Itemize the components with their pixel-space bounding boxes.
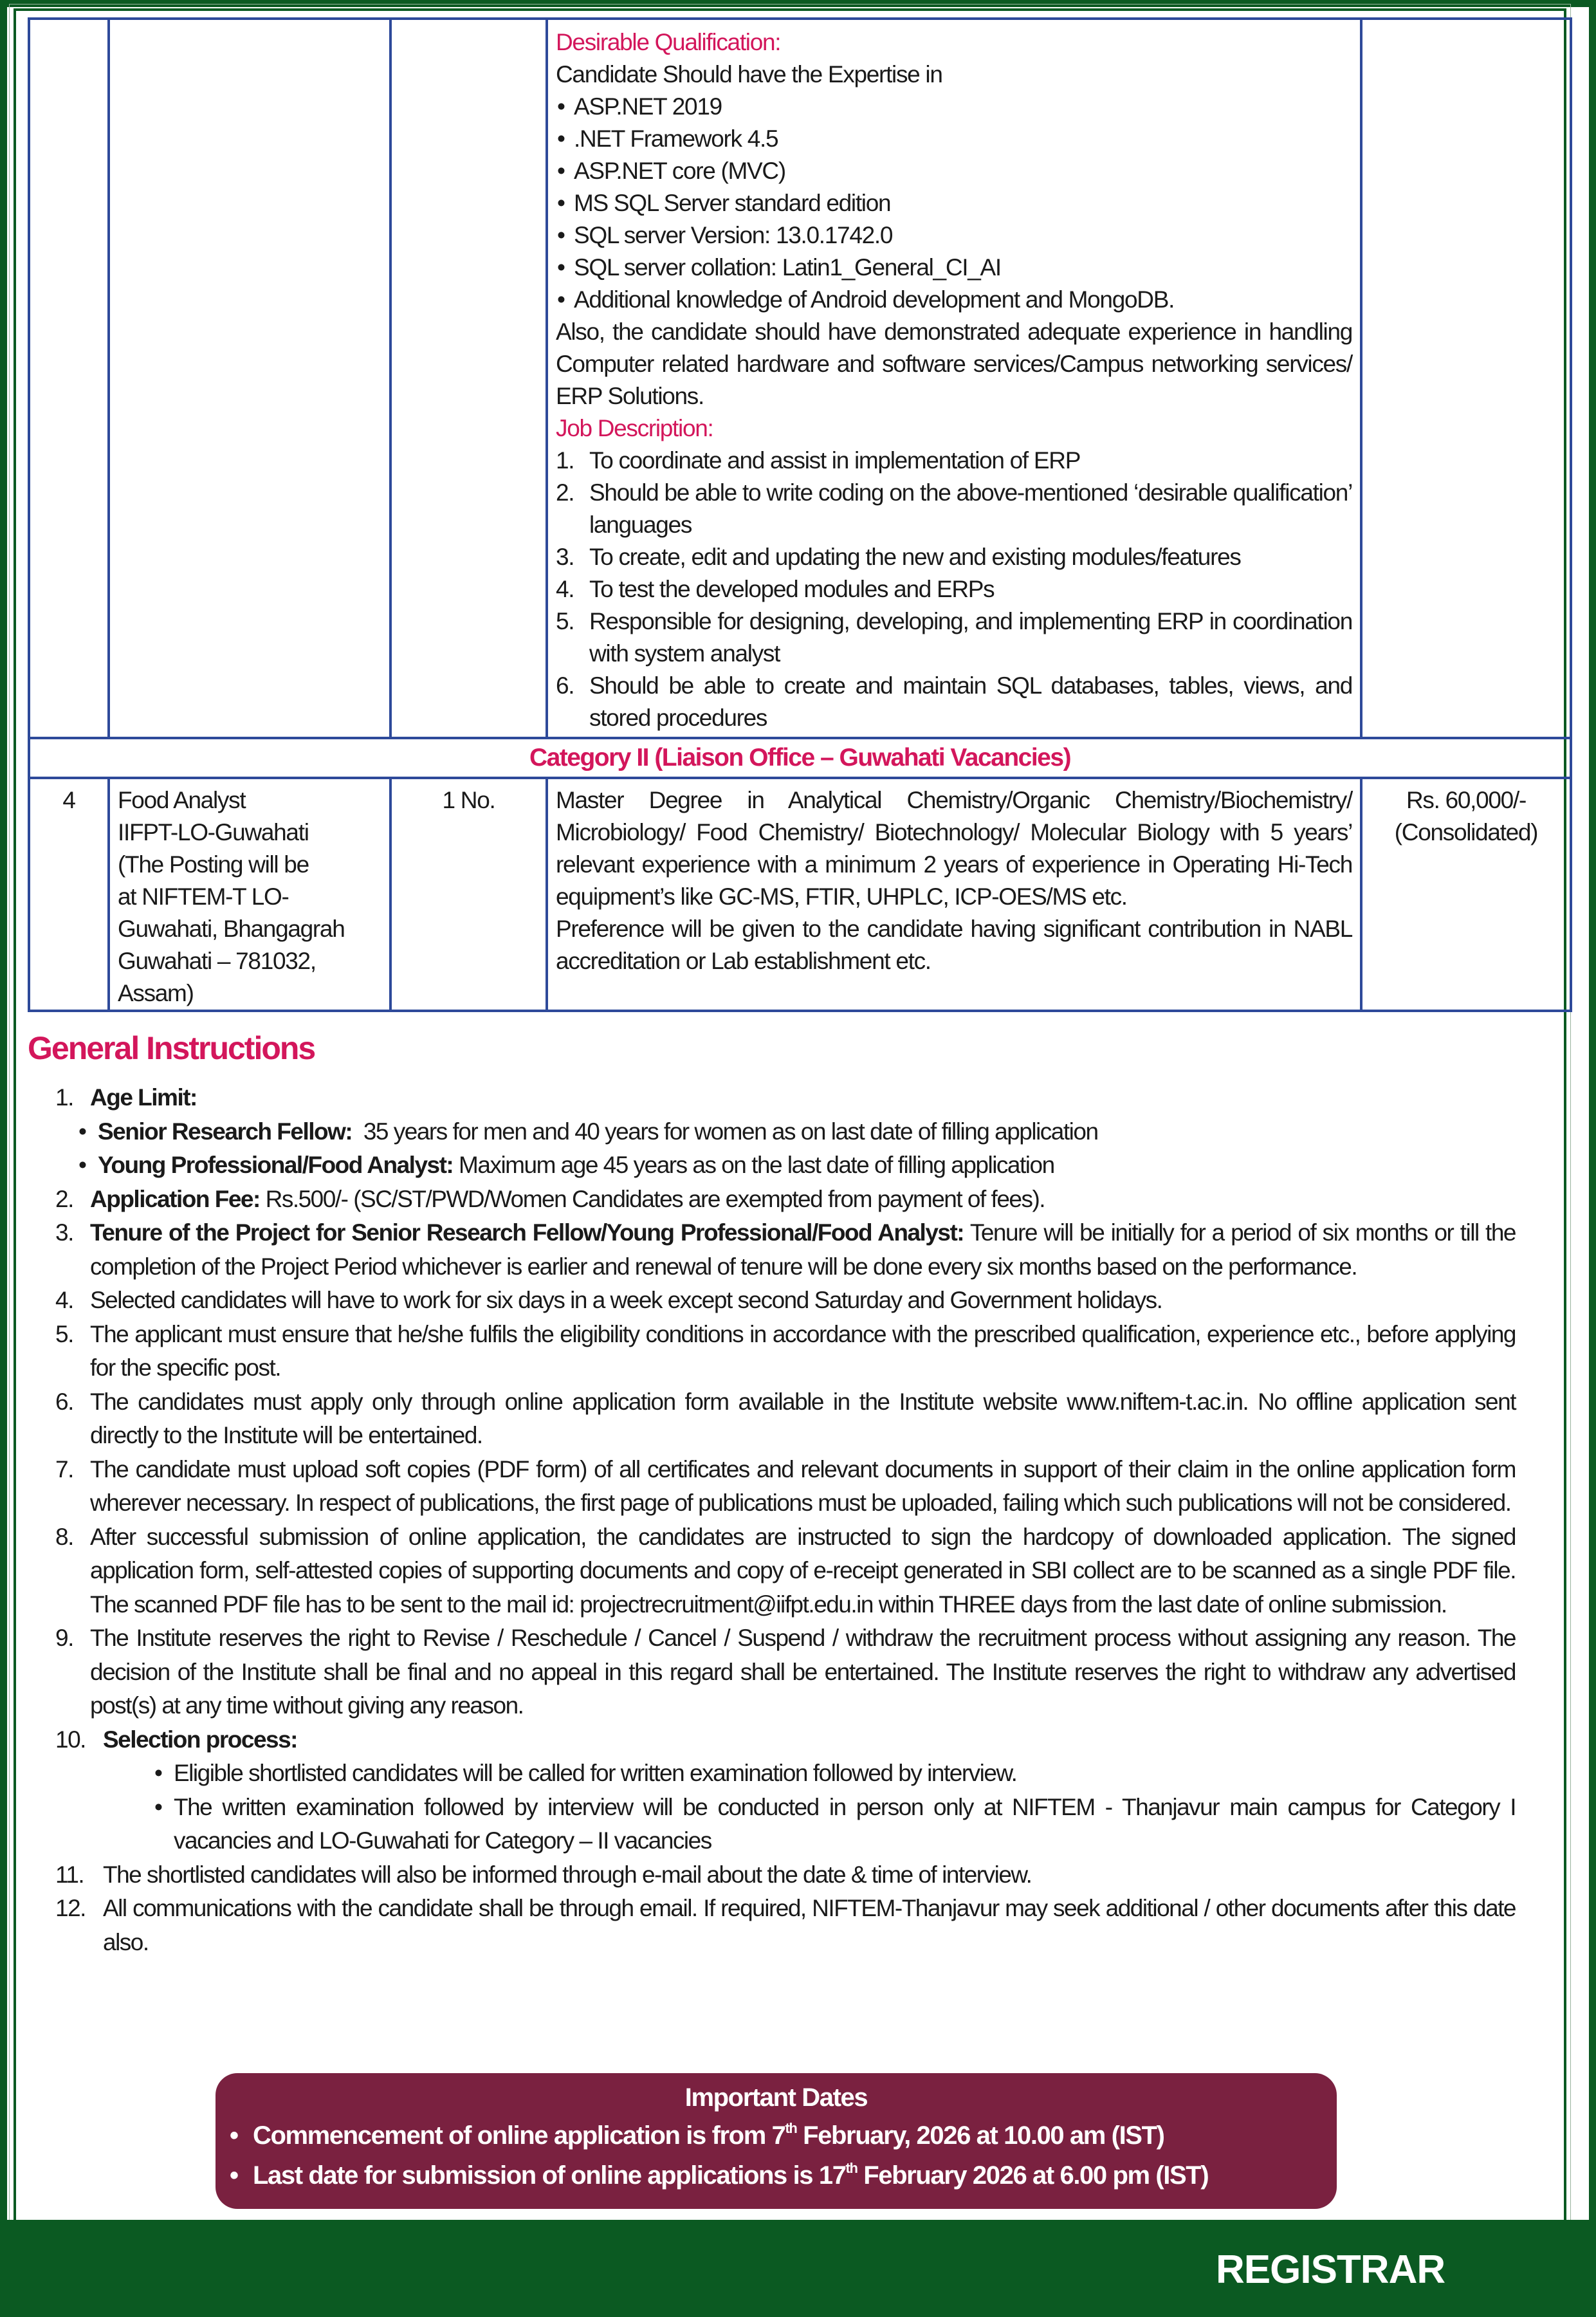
list-item: 5. Responsible for designing, developing, and implementing ERP in coordination with system analyst [556, 608, 1352, 667]
important-dates-box [216, 2073, 1337, 2209]
desirable-qualification-heading: Desirable Qualification: [556, 29, 781, 55]
instruction-online-apply: 6. The candidates must apply only through online application form available in the Institute website www.niftem-t.ac.in. No offline application sent directly to the Institute will be entertained. [55, 1388, 1516, 1448]
list-item: • Additional knowledge of Android development and MongoDB. [556, 284, 1352, 316]
instruction-selection: 10. Selection process: • Eligible shortlisted candidates will be called for written examination followed by interview. • The written examination followed by interview will be conducted in person only at NIFTEM - Thanjavur main campus for Category I vacancies and LO-Guwahati for Category – II vacancies [55, 1723, 1516, 1858]
cell-sl-no: 4 [29, 778, 109, 1011]
instruction-tenure: 3. Tenure of the Project for Senior Research Fellow/Young Professional/Food Analyst: Tenure will be initially for a period of six months or till the completion of the Project Period whichever is earlier and renewal of tenure will be done every six months based on the performance. [55, 1219, 1516, 1280]
cell-vacancies-empty [390, 19, 547, 738]
category-heading-row [29, 738, 1571, 778]
instruction-working-days: 4. Selected candidates will have to work for six days in a week except second Saturday and Government holidays. [55, 1287, 1162, 1313]
expertise-intro: Candidate Should have the Expertise in [556, 61, 942, 88]
list-item: 1. To coordinate and assist in implementation of ERP [556, 447, 1081, 474]
category-heading: Category II (Liaison Office – Guwahati Vacancies) [529, 744, 1071, 771]
list-item: • Senior Research Fellow: 35 years for men and 40 years for women as on last date of filling application [72, 1115, 1516, 1149]
instruction-communication: 12. All communications with the candidate shall be through email. If required, NIFTEM-Thanjavur may seek additional / other documents after this date also. [55, 1895, 1516, 1955]
preference-text: Preference will be given to the candidate having significant contribution in NABL accreditation or Lab establishment etc. [556, 916, 1352, 974]
list-item: • SQL server Version: 13.0.1742.0 [556, 219, 1352, 252]
job-description-list [556, 445, 1352, 734]
registrar-signature: REGISTRAR [1216, 2248, 1445, 2292]
vacancy-table [28, 17, 1572, 1012]
experience-note: Also, the candidate should have demonstrated adequate experience in handling Computer related hardware and software services/Campus networking services/ ERP Solutions. [556, 318, 1352, 409]
list-item: • ASP.NET core (MVC) [556, 155, 1352, 187]
instruction-intimation: 11. The shortlisted candidates will also be informed through e-mail about the date & time of interview. [55, 1861, 1032, 1888]
list-item: • Eligible shortlisted candidates will be called for written examination followed by interview. [148, 1757, 1516, 1791]
cell-sl-empty [29, 19, 109, 738]
cell-post: Food Analyst IIFPT-LO-Guwahati (The Posting will be at NIFTEM-T LO- Guwahati, Bhangagrah Guwahati – 781032, Assam) [109, 778, 390, 1011]
important-dates-title: Important Dates [684, 2083, 868, 2112]
instruction-eligibility: 5. The applicant must ensure that he/she fulfils the eligibility conditions in accordance with the prescribed qualification, experience etc., before applying for the specific post. [55, 1320, 1516, 1381]
cell-vacancies: 1 No. [390, 778, 547, 1011]
date-commencement: • Commencement of online application is from 7th February, 2026 at 10.00 am (IST) [230, 2116, 1337, 2155]
instruction-upload: 7. The candidate must upload soft copies (PDF form) of all certificates and relevant documents in support of their claim in the online application form wherever necessary. In respect of publications, the first page of publications must be uploaded, failing which such publications will not be considered. [55, 1455, 1516, 1516]
instruction-age-limit: 1. Age Limit: • Senior Research Fellow: 35 years for men and 40 years for women as on last date of filling application • Young Professional/Food Analyst: Maximum age 45 years as on the last date of filling application [55, 1081, 1516, 1183]
general-instructions-title: General Instructions [28, 1030, 315, 1066]
list-item: • SQL server collation: Latin1_General_CI_AI [556, 252, 1352, 284]
job-description-heading: Job Description: [556, 415, 713, 441]
table-row-continued [29, 19, 1571, 738]
cell-qualification [547, 19, 1361, 738]
qualification-text: Master Degree in Analytical Chemistry/Organic Chemistry/Biochemistry/ Microbiology/ Food Chemistry/ Biotechnology/ Molecular Biology with 5 years’ relevant experience with a minimum 2 years of experience in Operating Hi-Tech equipment’s like GC-MS, FTIR, UHPLC, ICP-OES/MS etc. [556, 787, 1352, 910]
cell-salary-empty [1361, 19, 1571, 738]
cell-post-empty [109, 19, 390, 738]
instruction-hardcopy: 8. After successful submission of online application, the candidates are instructed to sign the hardcopy of downloaded application. The signed application form, self-attested copies of supporting documents and copy of e-receipt generated in SBI collect are to be scanned as a single PDF file. The scanned PDF file has to be sent to the mail id: projectrecruitment@iifpt.edu.in within THREE days from the last date of online submission. [55, 1523, 1516, 1618]
expertise-list [556, 91, 1352, 316]
instruction-fee: 2. Application Fee: Rs.500/- (SC/ST/PWD/Women Candidates are exempted from payment of fees). [55, 1185, 1045, 1212]
list-item: • .NET Framework 4.5 [556, 123, 1352, 155]
cell-qualification [547, 778, 1361, 1011]
list-item: 2. Should be able to write coding on the above-mentioned ‘desirable qualification’ languages [556, 479, 1352, 538]
list-item: • ASP.NET 2019 [556, 91, 1352, 123]
table-row [29, 778, 1571, 1011]
cell-salary: Rs. 60,000/- (Consolidated) [1361, 778, 1571, 1011]
list-item: • MS SQL Server standard edition [556, 187, 1352, 219]
footer-band [0, 2220, 1596, 2317]
list-item: • The written examination followed by interview will be conducted in person only at NIFTEM - Thanjavur main campus for Category I vacancies and LO-Guwahati for Category – II vacancies [148, 1791, 1516, 1858]
list-item: 6. Should be able to create and maintain SQL databases, tables, views, and stored procedures [556, 672, 1352, 731]
list-item: 3. To create, edit and updating the new and existing modules/features [556, 544, 1241, 570]
instruction-rights: 9. The Institute reserves the right to Revise / Reschedule / Cancel / Suspend / withdraw the recruitment process without assigning any reason. The decision of the Institute shall be final and no appeal in this regard shall be entertained. The Institute reserves the right to withdraw any advertised post(s) at any time without giving any reason. [55, 1625, 1516, 1719]
list-item: 4. To test the developed modules and ERPs [556, 576, 995, 602]
list-item: • Young Professional/Food Analyst: Maximum age 45 years as on the last date of filling application [72, 1149, 1516, 1183]
date-last-submission: • Last date for submission of online applications is 17th February 2026 at 6.00 pm (IST) [230, 2155, 1337, 2195]
general-instructions-list [55, 1081, 1516, 1959]
